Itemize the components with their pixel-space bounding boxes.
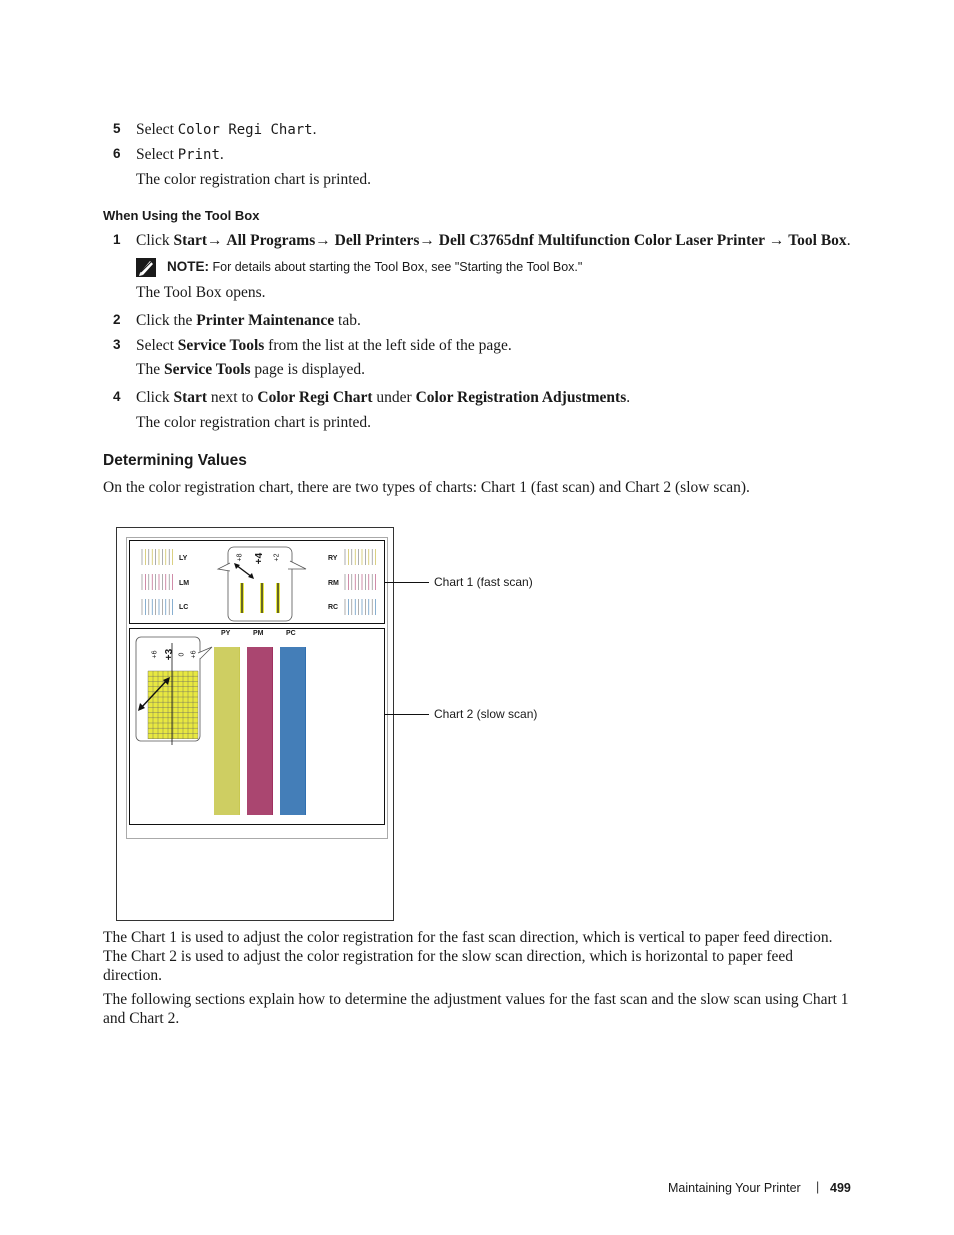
chart2-label: PM <box>253 630 264 637</box>
step-result: The color registration chart is printed. <box>136 171 372 188</box>
chart1-box <box>129 540 385 624</box>
chart2-callout-line <box>385 714 429 715</box>
paragraph: The Chart 1 is used to adjust the color registration for the fast scan direction, which is vertical to paper feed direction. The Chart 2 is used to adjust the color registration for the slow scan direction, which is horizontal to paper feed direction. <box>103 929 833 984</box>
section-heading: Determining Values <box>103 452 247 469</box>
step-number: 2 <box>113 312 121 327</box>
subsection-heading: When Using the Tool Box <box>103 208 260 223</box>
step-3-text: Select Service Tools from the list at the left side of the page. <box>136 337 512 354</box>
step-result: The Service Tools page is displayed. <box>136 361 366 378</box>
chart2-callout: Chart 2 (slow scan) <box>434 707 538 721</box>
note-pencil-icon <box>136 258 158 278</box>
chart1-callout-line <box>385 582 429 583</box>
step-1-text: Click Start→ All Programs→ Dell Printers→ Dell C3765dnf Multifunction Color Laser Printer → Tool Box. <box>136 232 851 249</box>
chart1-right-label: RY <box>328 555 338 562</box>
chart2-label: PC <box>286 630 296 637</box>
zoom-mark: +3 <box>164 648 176 661</box>
paragraph: The following sections explain how to determine the adjustment values for the fast scan and the slow scan using Chart 1 and Chart 2. <box>103 991 849 1027</box>
chart2-label: PY <box>221 630 231 637</box>
step-number: 5 <box>113 121 121 136</box>
page-number: 499 <box>830 1181 851 1195</box>
step-result: The color registration chart is printed. <box>136 414 372 431</box>
chart2-box <box>129 628 385 825</box>
step-2-text: Click the Printer Maintenance tab. <box>136 312 361 329</box>
zoom-mark: +6 <box>190 650 198 659</box>
step-4-text: Click Start next to Color Regi Chart under Color Registration Adjustments. <box>136 389 631 406</box>
step-5-text: Select Color Regi Chart. <box>136 121 317 138</box>
step-number: 1 <box>113 232 121 247</box>
section-intro: On the color registration chart, there are two types of charts: Chart 1 (fast scan) and Chart 2 (slow scan). <box>103 479 750 496</box>
footer-section: Maintaining Your Printer <box>668 1181 801 1195</box>
chart1-left-label: LC <box>179 604 189 611</box>
zoom-mark: 0 <box>178 652 186 657</box>
step-number: 3 <box>113 337 121 352</box>
zoom-mark: +8 <box>236 553 244 562</box>
chart1-left-label: LM <box>179 580 190 587</box>
step-result: The Tool Box opens. <box>136 284 266 301</box>
zoom-mark: +6 <box>151 650 159 659</box>
chart1-callout: Chart 1 (fast scan) <box>434 575 533 589</box>
step-number: 4 <box>113 389 121 404</box>
note-text: NOTE: For details about starting the Tool Box, see "Starting the Tool Box." <box>167 259 583 274</box>
chart1-right-label: RC <box>328 604 339 611</box>
footer-separator: | <box>816 1180 820 1194</box>
step-number: 6 <box>113 146 121 161</box>
chart1-right-label: RM <box>328 580 339 587</box>
chart1-left-label: LY <box>179 555 188 562</box>
zoom-mark: +2 <box>273 553 281 562</box>
step-6-text: Select Print. <box>136 146 224 163</box>
zoom-mark: +4 <box>254 552 266 565</box>
